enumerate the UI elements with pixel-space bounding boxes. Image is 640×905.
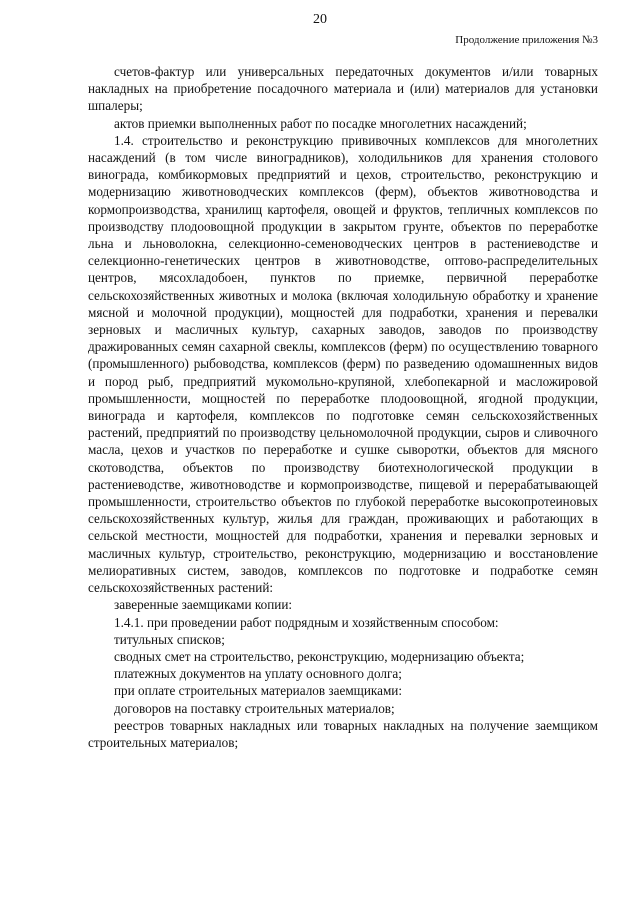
header-note: Продолжение приложения №3	[455, 34, 598, 46]
page-number: 20	[313, 12, 327, 27]
paragraph: договоров на поставку строительных материалов;	[114, 700, 395, 716]
paragraph: платежных документов на уплату основного долга;	[114, 666, 402, 682]
paragraph: заверенные заемщиками копии:	[114, 597, 293, 613]
paragraph: 1.4.1. при проведении работ подрядным и хозяйственным способом:	[114, 614, 499, 630]
paragraph: актов приемки выполненных работ по посадке многолетних насаждений;	[114, 115, 527, 131]
paragraph: титульных списков;	[114, 631, 225, 647]
paragraph: 1.4. строительство и реконструкцию прививочных комплексов для многолетних насаждений (в том числе виноградников), холодильников для хранения столового винограда, комбикормовых предприятий и цехов, строительство, реконструкцию и модернизацию животноводческих комплексов (ферм), объектов животноводства и кормопроизводства, хранилищ картофеля, овощей и фруктов, тепличных комплексов по производству плодоовощной продукции в закрытом грунте, объектов по переработке льна и льноволокна, селекционно-семеноводческих центров в растениеводстве и селекционно-генетических центров в животноводстве, оптово-распределительных центров, мясохладобоен, пунктов по приемке, первичной переработке сельскохозяйственных животных и молока (включая холодильную обработку и хранение мясной и молочной продукции), мощностей для подработки, хранения и перевалки зерновых и масличных культур, сахарных заводов, заводов по производству дражированных семян сахарной свеклы, комплексов (ферм) по осуществлению товарного (промышленного) рыбоводства, комплексов (ферм) по разведению одомашненных видов и пород рыб, предприятий мукомольно-крупяной, хлебопекарной и масложировой промышленности, мощностей по переработке плодоовощной, ягодной продукции, винограда и картофеля, комплексов по подготовке семян сельскохозяйственных растений, предприятий по производству цельномолочной продукции, сыров и сливочного масла, цехов и участков по переработке и сушке сыворотки, объектов для мясного скотоводства, объектов по производству биотехнологической продукции в растениеводстве, животноводстве и кормопроизводстве, пищевой и перерабатывающей промышленности, строительство объектов по глубокой переработке высокопротеиновых сельскохозяйственных культур, жилья для граждан, проживающих и работающих в сельской местности, мощностей для подработки, хранения и перевалки зерновых и масличных культур, строительство, реконструкцию, модернизацию и восстановление мелиоративных систем, заводов, комплексов по подготовке и подработке семян сельскохозяйственных растений:	[88, 132, 598, 596]
paragraph: реестров товарных накладных или товарных накладных на получение заемщиком строительных материалов;	[88, 717, 598, 750]
document-body	[88, 63, 598, 751]
paragraph: при оплате строительных материалов заемщиками:	[114, 683, 403, 699]
paragraph: сводных смет на строительство, реконструкцию, модернизацию объекта;	[114, 648, 525, 664]
paragraph: счетов-фактур или универсальных передаточных документов и/или товарных накладных на приобретение посадочного материала и (или) материалов для установки шпалеры;	[88, 64, 598, 114]
